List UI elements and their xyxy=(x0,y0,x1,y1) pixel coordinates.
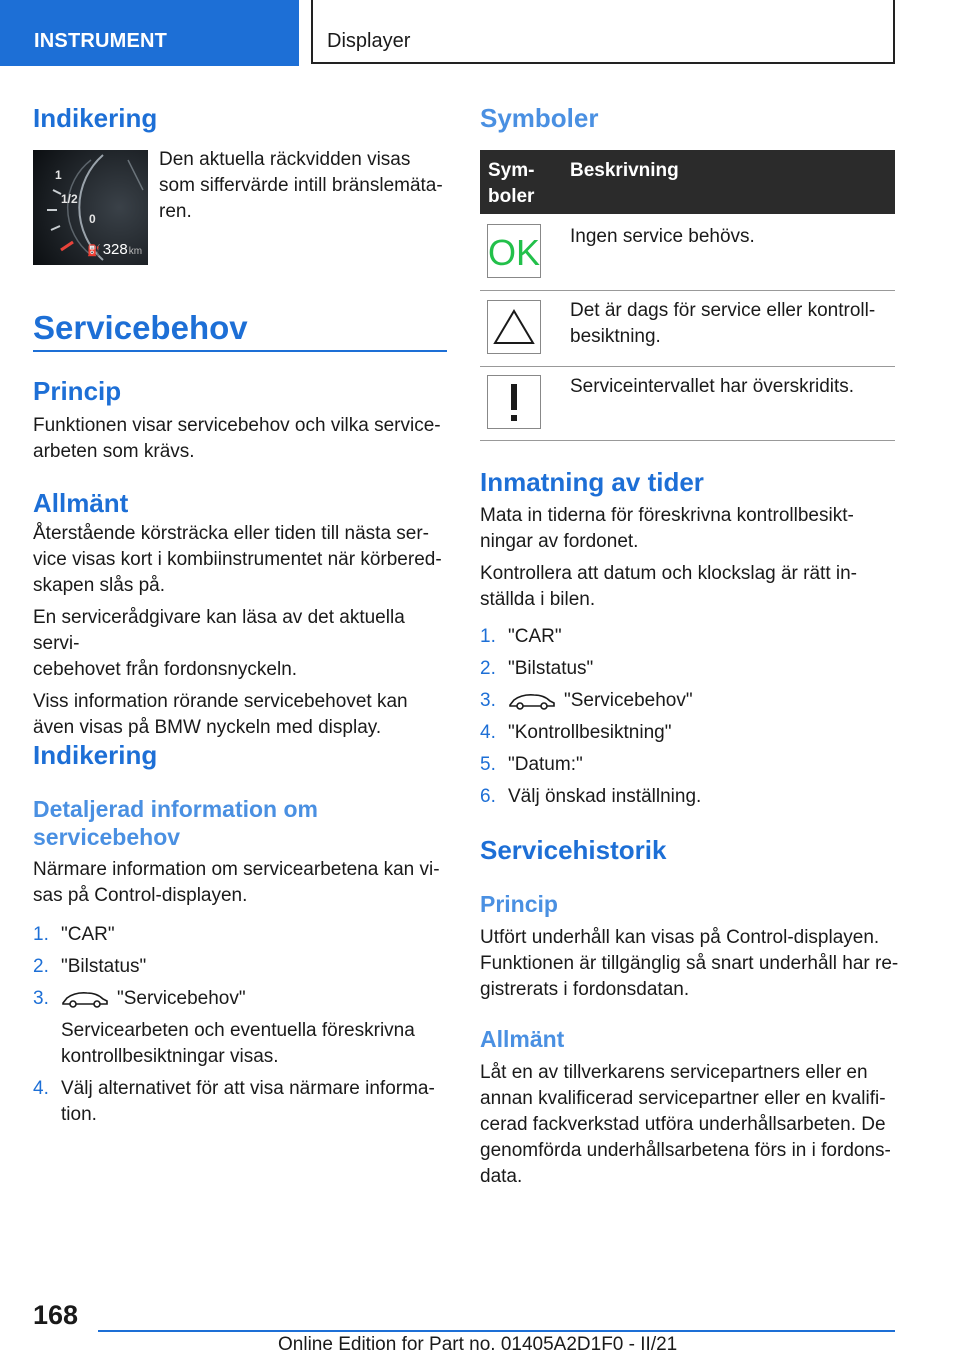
page-header xyxy=(0,0,960,66)
edition-text: Online Edition for Part no. 01405A2D1F0 - II/21 xyxy=(278,1334,678,1355)
gauge-label-full: 1 xyxy=(55,168,62,182)
desc-line: Det är dags för service eller kontroll- xyxy=(570,300,876,321)
text-line: Utfört underhåll kan visas på Control-displayen. xyxy=(480,927,880,948)
allmant-text xyxy=(33,521,453,741)
step-text-with-icon xyxy=(61,986,246,1012)
step-number: 4. xyxy=(33,1078,49,1099)
text-line: Funktionen visar servicebehov och vilka service- xyxy=(33,415,441,436)
text-line: ren. xyxy=(159,201,192,222)
text-line: sas på Control-displayen. xyxy=(33,885,248,906)
col-header-symbols xyxy=(488,158,534,210)
princip-text xyxy=(33,413,453,465)
servicebehov-heading: Servicebehov xyxy=(33,309,248,346)
table-row xyxy=(480,290,895,367)
col-header-description: Beskrivning xyxy=(570,160,679,181)
table-row xyxy=(480,214,895,291)
step-text: "Servicebehov" xyxy=(564,690,693,711)
footer-rule xyxy=(98,1330,895,1332)
inmatning-text xyxy=(480,503,900,613)
step-text: "CAR" xyxy=(61,924,115,945)
allmant-heading: Allmänt xyxy=(33,488,129,518)
step-text: "Datum:" xyxy=(508,754,583,775)
detail-heading xyxy=(33,795,453,851)
heading-rule xyxy=(33,350,447,352)
gauge-label-half: 1/2 xyxy=(61,192,78,206)
text-line: ningar av fordonet. xyxy=(480,531,639,552)
ok-glyph: OK xyxy=(488,232,540,273)
desc-line: Ingen service behövs. xyxy=(570,226,755,247)
step-text: "Bilstatus" xyxy=(61,956,147,977)
princip-heading: Princip xyxy=(33,376,122,406)
step-text: "Bilstatus" xyxy=(508,658,594,679)
gauge-range-value xyxy=(87,241,142,258)
text-line: Närmare information om servicearbetena kan vi- xyxy=(33,859,440,880)
text-line: Kontrollera att datum och klockslag är rätt in- xyxy=(480,563,858,584)
row-description xyxy=(570,374,854,400)
exclamation-icon xyxy=(488,376,540,428)
text-line: cebehovet från fordonsnyckeln. xyxy=(33,659,298,680)
text-line: annan kvalificerad servicepartner eller en kvalifi- xyxy=(480,1088,886,1109)
range-unit: km xyxy=(128,246,143,257)
step-text: Välj önskad inställning. xyxy=(508,786,702,807)
allmant2-text xyxy=(480,1060,900,1190)
text-line: skapen slås på. xyxy=(33,575,166,596)
page-number: 168 xyxy=(33,1300,79,1330)
indikering2-heading: Indikering xyxy=(33,740,158,770)
step-number: 2. xyxy=(480,658,496,679)
princip2-heading: Princip xyxy=(480,891,558,917)
heading-line: Detaljerad information om xyxy=(33,796,318,822)
princip2-text xyxy=(480,925,900,1003)
warning-triangle-icon xyxy=(488,301,540,353)
step-text: Servicearbeten och eventuella föreskrivna xyxy=(61,1020,415,1041)
step-number: 5. xyxy=(480,754,496,775)
header-line: boler xyxy=(488,186,535,207)
step-number: 1. xyxy=(480,626,496,647)
exclamation-symbol xyxy=(487,375,541,429)
text-line: En servicerådgivare kan läsa av det aktuella servi- xyxy=(33,607,405,654)
step-text: Välj alternativet för att visa närmare informa- xyxy=(61,1078,435,1099)
step-text: tion. xyxy=(61,1104,97,1125)
step-text: "CAR" xyxy=(508,626,562,647)
text-line: även visas på BMW nyckeln med display. xyxy=(33,717,382,738)
text-line: Den aktuella räckvidden visas xyxy=(159,149,411,170)
desc-line: besiktning. xyxy=(570,326,661,347)
ok-icon xyxy=(488,225,540,277)
text-line: Funktionen är tillgänglig så snart underhåll har re- xyxy=(480,953,899,974)
text-line: data. xyxy=(480,1166,523,1187)
text-line: Viss information rörande servicebehovet kan xyxy=(33,691,408,712)
table-row xyxy=(480,366,895,441)
heading-line: servicebehov xyxy=(33,824,181,850)
indikering-text xyxy=(159,147,459,225)
step-number: 3. xyxy=(480,690,496,711)
ok-symbol xyxy=(487,224,541,278)
right-steps-list xyxy=(480,624,900,814)
header-line: Sym- xyxy=(488,160,535,181)
fuel-pump-icon: ⛽ xyxy=(87,245,101,257)
symbol-table-header xyxy=(480,150,895,214)
inmatning-heading: Inmatning av tider xyxy=(480,467,704,497)
fuel-gauge-image xyxy=(33,150,148,265)
desc-line: Serviceintervallet har överskridits. xyxy=(570,376,855,397)
servicehistorik-heading: Servicehistorik xyxy=(480,835,667,865)
step-number: 4. xyxy=(480,722,496,743)
step-text: "Kontrollbesiktning" xyxy=(508,722,672,743)
chapter-label: Displayer xyxy=(327,30,411,52)
row-description xyxy=(570,224,755,250)
gauge-label-empty: 0 xyxy=(89,212,96,226)
range-number: 328 xyxy=(102,241,128,258)
left-steps-list xyxy=(33,922,453,1132)
text-line: Låt en av tillverkarens servicepartners eller en xyxy=(480,1062,868,1083)
text-line: genomförda underhållsarbetena förs in i fordons- xyxy=(480,1140,891,1161)
chapter-box xyxy=(311,0,895,64)
text-line: ställda i bilen. xyxy=(480,589,596,610)
car-icon xyxy=(508,692,556,710)
text-line: som siffervärde intill bränslemäta- xyxy=(159,175,443,196)
triangle-symbol xyxy=(487,300,541,354)
car-icon xyxy=(61,990,109,1008)
section-label: INSTRUMENT xyxy=(34,30,168,52)
row-description xyxy=(570,298,875,350)
step-number: 1. xyxy=(33,924,49,945)
indikering-heading: Indikering xyxy=(33,103,158,133)
text-line: arbeten som krävs. xyxy=(33,441,195,462)
step-number: 2. xyxy=(33,956,49,977)
step-number: 6. xyxy=(480,786,496,807)
section-tab xyxy=(0,0,299,66)
text-line: cerad fackverkstad utföra underhållsarbeten. De xyxy=(480,1114,886,1135)
text-line: Återstående körsträcka eller tiden till nästa ser- xyxy=(33,523,430,544)
allmant2-heading: Allmänt xyxy=(480,1026,565,1052)
step-text: "Servicebehov" xyxy=(117,988,246,1009)
text-line: gistrerats i fordonsdatan. xyxy=(480,979,690,1000)
step-text: kontrollbesiktningar visas. xyxy=(61,1046,279,1067)
text-line: Mata in tiderna för föreskrivna kontrollbesikt- xyxy=(480,505,854,526)
text-line: vice visas kort i kombiinstrumentet när körbered- xyxy=(33,549,442,570)
symboler-heading: Symboler xyxy=(480,103,599,133)
step-number: 3. xyxy=(33,988,49,1009)
detail-text xyxy=(33,857,453,909)
step-text-with-icon xyxy=(508,688,693,714)
